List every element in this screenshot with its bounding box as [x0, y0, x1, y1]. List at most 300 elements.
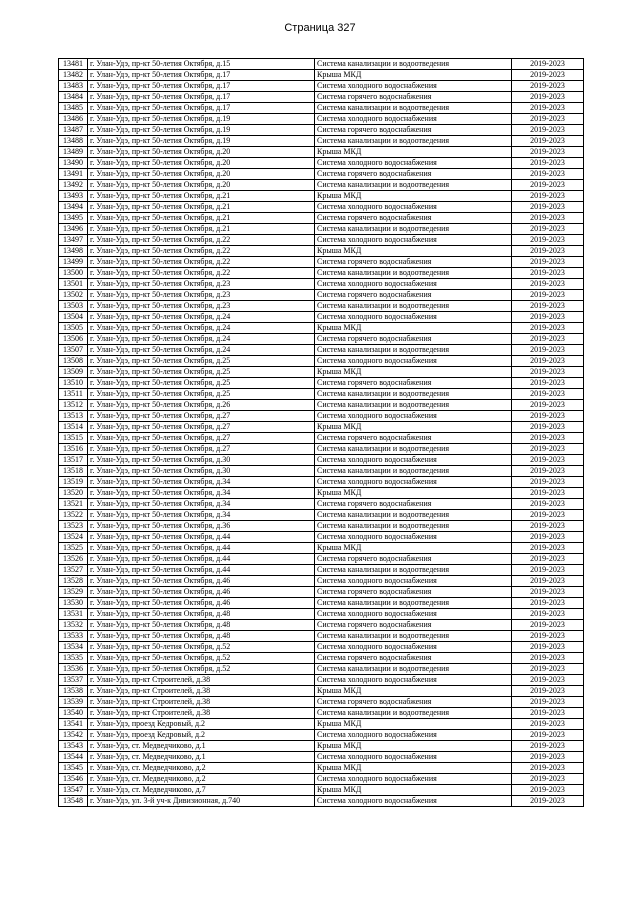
address-cell: г. Улан-Удэ, пр-кт 50-летия Октября, д.19	[88, 136, 315, 147]
table-row	[59, 59, 584, 70]
address-cell: г. Улан-Удэ, пр-кт Строителей, д.38	[88, 686, 315, 697]
period-cell: 2019-2023	[512, 686, 584, 697]
period-cell: 2019-2023	[512, 246, 584, 257]
address-cell: г. Улан-Удэ, пр-кт 50-летия Октября, д.46	[88, 576, 315, 587]
row-number: 13485	[59, 103, 88, 114]
period-cell: 2019-2023	[512, 191, 584, 202]
period-cell: 2019-2023	[512, 554, 584, 565]
system-cell: Система холодного водоснабжения	[315, 81, 512, 92]
address-cell: г. Улан-Удэ, пр-кт 50-летия Октября, д.25	[88, 389, 315, 400]
address-cell: г. Улан-Удэ, пр-кт 50-летия Октября, д.27	[88, 411, 315, 422]
table-row	[59, 125, 584, 136]
period-cell: 2019-2023	[512, 81, 584, 92]
period-cell: 2019-2023	[512, 301, 584, 312]
period-cell: 2019-2023	[512, 312, 584, 323]
address-cell: г. Улан-Удэ, пр-кт 50-летия Октября, д.27	[88, 444, 315, 455]
period-cell: 2019-2023	[512, 224, 584, 235]
table-row	[59, 378, 584, 389]
table-row	[59, 136, 584, 147]
period-cell: 2019-2023	[512, 114, 584, 125]
system-cell: Система канализации и водоотведения	[315, 268, 512, 279]
system-cell: Система горячего водоснабжения	[315, 125, 512, 136]
period-cell: 2019-2023	[512, 70, 584, 81]
table-row	[59, 653, 584, 664]
table-row	[59, 268, 584, 279]
period-cell: 2019-2023	[512, 202, 584, 213]
row-number: 13545	[59, 763, 88, 774]
table-row	[59, 290, 584, 301]
system-cell: Система канализации и водоотведения	[315, 345, 512, 356]
table-row	[59, 598, 584, 609]
system-cell: Крыша МКД	[315, 323, 512, 334]
system-cell: Система холодного водоснабжения	[315, 796, 512, 807]
system-cell: Система канализации и водоотведения	[315, 224, 512, 235]
period-cell: 2019-2023	[512, 576, 584, 587]
period-cell: 2019-2023	[512, 455, 584, 466]
period-cell: 2019-2023	[512, 587, 584, 598]
table-row	[59, 213, 584, 224]
row-number: 13548	[59, 796, 88, 807]
system-cell: Система холодного водоснабжения	[315, 774, 512, 785]
period-cell: 2019-2023	[512, 675, 584, 686]
row-number: 13495	[59, 213, 88, 224]
row-number: 13500	[59, 268, 88, 279]
address-cell: г. Улан-Удэ, пр-кт 50-летия Октября, д.48	[88, 620, 315, 631]
row-number: 13508	[59, 356, 88, 367]
row-number: 13504	[59, 312, 88, 323]
address-cell: г. Улан-Удэ, ст. Медведчиково, д.1	[88, 752, 315, 763]
row-number: 13532	[59, 620, 88, 631]
system-cell: Система холодного водоснабжения	[315, 609, 512, 620]
row-number: 13542	[59, 730, 88, 741]
table-row	[59, 664, 584, 675]
period-cell: 2019-2023	[512, 774, 584, 785]
period-cell: 2019-2023	[512, 411, 584, 422]
period-cell: 2019-2023	[512, 609, 584, 620]
address-cell: г. Улан-Удэ, пр-кт 50-летия Октября, д.48	[88, 631, 315, 642]
page-number-header: Страница 327	[284, 22, 356, 34]
row-number: 13492	[59, 180, 88, 191]
address-cell: г. Улан-Удэ, пр-кт 50-летия Октября, д.25	[88, 367, 315, 378]
row-number: 13514	[59, 422, 88, 433]
address-cell: г. Улан-Удэ, пр-кт 50-летия Октября, д.20	[88, 147, 315, 158]
row-number: 13506	[59, 334, 88, 345]
period-cell: 2019-2023	[512, 598, 584, 609]
table-row	[59, 642, 584, 653]
address-cell: г. Улан-Удэ, пр-кт 50-летия Октября, д.22	[88, 268, 315, 279]
system-cell: Система канализации и водоотведения	[315, 103, 512, 114]
table-row	[59, 81, 584, 92]
row-number: 13522	[59, 510, 88, 521]
table-row	[59, 576, 584, 587]
row-number: 13524	[59, 532, 88, 543]
period-cell: 2019-2023	[512, 719, 584, 730]
address-cell: г. Улан-Удэ, пр-кт 50-летия Октября, д.23	[88, 301, 315, 312]
table-row	[59, 796, 584, 807]
system-cell: Система холодного водоснабжения	[315, 730, 512, 741]
row-number: 13523	[59, 521, 88, 532]
period-cell: 2019-2023	[512, 268, 584, 279]
row-number: 13511	[59, 389, 88, 400]
table-row	[59, 719, 584, 730]
row-number: 13538	[59, 686, 88, 697]
address-cell: г. Улан-Удэ, пр-кт 50-летия Октября, д.26	[88, 400, 315, 411]
table-row	[59, 279, 584, 290]
row-number: 13499	[59, 257, 88, 268]
table-row	[59, 334, 584, 345]
row-number: 13515	[59, 433, 88, 444]
system-cell: Система канализации и водоотведения	[315, 136, 512, 147]
address-cell: г. Улан-Удэ, пр-кт Строителей, д.38	[88, 708, 315, 719]
system-cell: Система горячего водоснабжения	[315, 290, 512, 301]
address-cell: г. Улан-Удэ, пр-кт 50-летия Октября, д.25	[88, 378, 315, 389]
system-cell: Крыша МКД	[315, 70, 512, 81]
system-cell: Система горячего водоснабжения	[315, 169, 512, 180]
system-cell: Система холодного водоснабжения	[315, 477, 512, 488]
system-cell: Система холодного водоснабжения	[315, 675, 512, 686]
period-cell: 2019-2023	[512, 103, 584, 114]
address-cell: г. Улан-Удэ, пр-кт 50-летия Октября, д.24	[88, 323, 315, 334]
row-number: 13501	[59, 279, 88, 290]
table-row	[59, 686, 584, 697]
period-cell: 2019-2023	[512, 697, 584, 708]
address-cell: г. Улан-Удэ, проезд Кедровый, д.2	[88, 730, 315, 741]
system-cell: Система горячего водоснабжения	[315, 334, 512, 345]
address-cell: г. Улан-Удэ, пр-кт 50-летия Октября, д.17	[88, 103, 315, 114]
system-cell: Система канализации и водоотведения	[315, 598, 512, 609]
address-cell: г. Улан-Удэ, пр-кт 50-летия Октября, д.48	[88, 609, 315, 620]
system-cell: Система холодного водоснабжения	[315, 532, 512, 543]
system-cell: Система холодного водоснабжения	[315, 576, 512, 587]
repair-register-table	[58, 58, 584, 807]
address-cell: г. Улан-Удэ, пр-кт 50-летия Октября, д.27	[88, 422, 315, 433]
period-cell: 2019-2023	[512, 59, 584, 70]
row-number: 13534	[59, 642, 88, 653]
period-cell: 2019-2023	[512, 345, 584, 356]
system-cell: Система горячего водоснабжения	[315, 257, 512, 268]
row-number: 13536	[59, 664, 88, 675]
period-cell: 2019-2023	[512, 257, 584, 268]
period-cell: 2019-2023	[512, 213, 584, 224]
period-cell: 2019-2023	[512, 477, 584, 488]
table-row	[59, 477, 584, 488]
address-cell: г. Улан-Удэ, пр-кт 50-летия Октября, д.27	[88, 433, 315, 444]
address-cell: г. Улан-Удэ, пр-кт 50-летия Октября, д.30	[88, 455, 315, 466]
period-cell: 2019-2023	[512, 290, 584, 301]
system-cell: Система холодного водоснабжения	[315, 356, 512, 367]
period-cell: 2019-2023	[512, 136, 584, 147]
table-row	[59, 169, 584, 180]
address-cell: г. Улан-Удэ, ул. 3-й уч-к Дивизионная, д.740	[88, 796, 315, 807]
row-number: 13490	[59, 158, 88, 169]
row-number: 13527	[59, 565, 88, 576]
row-number: 13541	[59, 719, 88, 730]
system-cell: Крыша МКД	[315, 488, 512, 499]
row-number: 13521	[59, 499, 88, 510]
system-cell: Система холодного водоснабжения	[315, 202, 512, 213]
address-cell: г. Улан-Удэ, ст. Медведчиково, д.2	[88, 774, 315, 785]
system-cell: Система горячего водоснабжения	[315, 697, 512, 708]
system-cell: Система холодного водоснабжения	[315, 235, 512, 246]
table-row	[59, 356, 584, 367]
period-cell: 2019-2023	[512, 532, 584, 543]
table-row	[59, 92, 584, 103]
period-cell: 2019-2023	[512, 279, 584, 290]
row-number: 13503	[59, 301, 88, 312]
address-cell: г. Улан-Удэ, пр-кт 50-летия Октября, д.52	[88, 642, 315, 653]
system-cell: Система холодного водоснабжения	[315, 642, 512, 653]
row-number: 13493	[59, 191, 88, 202]
system-cell: Система канализации и водоотведения	[315, 389, 512, 400]
row-number: 13539	[59, 697, 88, 708]
address-cell: г. Улан-Удэ, пр-кт 50-летия Октября, д.23	[88, 290, 315, 301]
system-cell: Система горячего водоснабжения	[315, 92, 512, 103]
system-cell: Крыша МКД	[315, 147, 512, 158]
address-cell: г. Улан-Удэ, пр-кт 50-летия Октября, д.19	[88, 125, 315, 136]
table-row	[59, 246, 584, 257]
table-row	[59, 433, 584, 444]
system-cell: Система горячего водоснабжения	[315, 499, 512, 510]
table-row	[59, 532, 584, 543]
row-number: 13533	[59, 631, 88, 642]
address-cell: г. Улан-Удэ, пр-кт Строителей, д.38	[88, 697, 315, 708]
period-cell: 2019-2023	[512, 158, 584, 169]
period-cell: 2019-2023	[512, 708, 584, 719]
system-cell: Система канализации и водоотведения	[315, 301, 512, 312]
table-row	[59, 609, 584, 620]
address-cell: г. Улан-Удэ, пр-кт 50-летия Октября, д.20	[88, 169, 315, 180]
period-cell: 2019-2023	[512, 92, 584, 103]
system-cell: Система канализации и водоотведения	[315, 708, 512, 719]
table-row	[59, 257, 584, 268]
system-cell: Система канализации и водоотведения	[315, 510, 512, 521]
table-row	[59, 158, 584, 169]
system-cell: Система горячего водоснабжения	[315, 620, 512, 631]
row-number: 13496	[59, 224, 88, 235]
period-cell: 2019-2023	[512, 620, 584, 631]
period-cell: 2019-2023	[512, 763, 584, 774]
row-number: 13494	[59, 202, 88, 213]
row-number: 13486	[59, 114, 88, 125]
row-number: 13529	[59, 587, 88, 598]
period-cell: 2019-2023	[512, 796, 584, 807]
address-cell: г. Улан-Удэ, пр-кт 50-летия Октября, д.34	[88, 510, 315, 521]
system-cell: Система холодного водоснабжения	[315, 279, 512, 290]
row-number: 13484	[59, 92, 88, 103]
period-cell: 2019-2023	[512, 664, 584, 675]
system-cell: Крыша МКД	[315, 785, 512, 796]
address-cell: г. Улан-Удэ, пр-кт 50-летия Октября, д.24	[88, 334, 315, 345]
table-row	[59, 554, 584, 565]
system-cell: Крыша МКД	[315, 246, 512, 257]
address-cell: г. Улан-Удэ, пр-кт 50-летия Октября, д.22	[88, 257, 315, 268]
row-number: 13483	[59, 81, 88, 92]
address-cell: г. Улан-Удэ, пр-кт 50-летия Октября, д.23	[88, 279, 315, 290]
table-row	[59, 400, 584, 411]
system-cell: Система канализации и водоотведения	[315, 631, 512, 642]
address-cell: г. Улан-Удэ, ст. Медведчиково, д.2	[88, 763, 315, 774]
row-number: 13512	[59, 400, 88, 411]
row-number: 13525	[59, 543, 88, 554]
address-cell: г. Улан-Удэ, пр-кт 50-летия Октября, д.52	[88, 664, 315, 675]
system-cell: Система горячего водоснабжения	[315, 433, 512, 444]
table-row	[59, 389, 584, 400]
period-cell: 2019-2023	[512, 356, 584, 367]
period-cell: 2019-2023	[512, 389, 584, 400]
period-cell: 2019-2023	[512, 499, 584, 510]
table-row	[59, 675, 584, 686]
row-number: 13526	[59, 554, 88, 565]
system-cell: Система канализации и водоотведения	[315, 664, 512, 675]
row-number: 13489	[59, 147, 88, 158]
period-cell: 2019-2023	[512, 433, 584, 444]
row-number: 13502	[59, 290, 88, 301]
system-cell: Система канализации и водоотведения	[315, 466, 512, 477]
table-row	[59, 202, 584, 213]
row-number: 13488	[59, 136, 88, 147]
address-cell: г. Улан-Удэ, пр-кт 50-летия Октября, д.22	[88, 235, 315, 246]
system-cell: Система холодного водоснабжения	[315, 312, 512, 323]
period-cell: 2019-2023	[512, 466, 584, 477]
row-number: 13537	[59, 675, 88, 686]
address-cell: г. Улан-Удэ, пр-кт 50-летия Октября, д.21	[88, 213, 315, 224]
row-number: 13491	[59, 169, 88, 180]
address-cell: г. Улан-Удэ, пр-кт 50-летия Октября, д.20	[88, 158, 315, 169]
address-cell: г. Улан-Удэ, пр-кт 50-летия Октября, д.46	[88, 598, 315, 609]
system-cell: Крыша МКД	[315, 741, 512, 752]
row-number: 13547	[59, 785, 88, 796]
period-cell: 2019-2023	[512, 367, 584, 378]
table-row	[59, 730, 584, 741]
table-row	[59, 466, 584, 477]
table-row	[59, 543, 584, 554]
row-number: 13509	[59, 367, 88, 378]
address-cell: г. Улан-Удэ, ст. Медведчиково, д.7	[88, 785, 315, 796]
period-cell: 2019-2023	[512, 444, 584, 455]
system-cell: Система холодного водоснабжения	[315, 411, 512, 422]
address-cell: г. Улан-Удэ, пр-кт 50-летия Октября, д.44	[88, 565, 315, 576]
address-cell: г. Улан-Удэ, пр-кт 50-летия Октября, д.17	[88, 81, 315, 92]
table-row	[59, 180, 584, 191]
system-cell: Система канализации и водоотведения	[315, 521, 512, 532]
table-row	[59, 697, 584, 708]
table-row	[59, 147, 584, 158]
period-cell: 2019-2023	[512, 653, 584, 664]
row-number: 13518	[59, 466, 88, 477]
row-number: 13540	[59, 708, 88, 719]
system-cell: Система холодного водоснабжения	[315, 752, 512, 763]
table-row	[59, 620, 584, 631]
period-cell: 2019-2023	[512, 147, 584, 158]
table-row	[59, 301, 584, 312]
system-cell: Система канализации и водоотведения	[315, 565, 512, 576]
system-cell: Система холодного водоснабжения	[315, 158, 512, 169]
table-row	[59, 345, 584, 356]
period-cell: 2019-2023	[512, 422, 584, 433]
period-cell: 2019-2023	[512, 565, 584, 576]
system-cell: Система канализации и водоотведения	[315, 444, 512, 455]
system-cell: Система горячего водоснабжения	[315, 554, 512, 565]
row-number: 13519	[59, 477, 88, 488]
system-cell: Крыша МКД	[315, 422, 512, 433]
period-cell: 2019-2023	[512, 741, 584, 752]
address-cell: г. Улан-Удэ, пр-кт Строителей, д.38	[88, 675, 315, 686]
period-cell: 2019-2023	[512, 400, 584, 411]
address-cell: г. Улан-Удэ, пр-кт 50-летия Октября, д.46	[88, 587, 315, 598]
address-cell: г. Улан-Удэ, пр-кт 50-летия Октября, д.24	[88, 345, 315, 356]
table-row	[59, 763, 584, 774]
address-cell: г. Улан-Удэ, пр-кт 50-летия Октября, д.19	[88, 114, 315, 125]
table-row	[59, 752, 584, 763]
table-row	[59, 367, 584, 378]
row-number: 13543	[59, 741, 88, 752]
table-row	[59, 235, 584, 246]
period-cell: 2019-2023	[512, 488, 584, 499]
period-cell: 2019-2023	[512, 378, 584, 389]
row-number: 13516	[59, 444, 88, 455]
period-cell: 2019-2023	[512, 521, 584, 532]
period-cell: 2019-2023	[512, 235, 584, 246]
row-number: 13498	[59, 246, 88, 257]
address-cell: г. Улан-Удэ, пр-кт 50-летия Октября, д.34	[88, 477, 315, 488]
table-row	[59, 70, 584, 81]
row-number: 13530	[59, 598, 88, 609]
address-cell: г. Улан-Удэ, пр-кт 50-летия Октября, д.17	[88, 70, 315, 81]
row-number: 13507	[59, 345, 88, 356]
system-cell: Крыша МКД	[315, 763, 512, 774]
row-number: 13535	[59, 653, 88, 664]
system-cell: Система горячего водоснабжения	[315, 213, 512, 224]
system-cell: Крыша МКД	[315, 191, 512, 202]
row-number: 13497	[59, 235, 88, 246]
row-number: 13531	[59, 609, 88, 620]
system-cell: Крыша МКД	[315, 543, 512, 554]
address-cell: г. Улан-Удэ, пр-кт 50-летия Октября, д.36	[88, 521, 315, 532]
table-row	[59, 114, 584, 125]
period-cell: 2019-2023	[512, 642, 584, 653]
period-cell: 2019-2023	[512, 125, 584, 136]
address-cell: г. Улан-Удэ, пр-кт 50-летия Октября, д.44	[88, 532, 315, 543]
table-row	[59, 521, 584, 532]
period-cell: 2019-2023	[512, 785, 584, 796]
system-cell: Система горячего водоснабжения	[315, 653, 512, 664]
system-cell: Система холодного водоснабжения	[315, 455, 512, 466]
period-cell: 2019-2023	[512, 323, 584, 334]
table-row	[59, 191, 584, 202]
address-cell: г. Улан-Удэ, пр-кт 50-летия Октября, д.34	[88, 499, 315, 510]
row-number: 13517	[59, 455, 88, 466]
address-cell: г. Улан-Удэ, пр-кт 50-летия Октября, д.22	[88, 246, 315, 257]
address-cell: г. Улан-Удэ, пр-кт 50-летия Октября, д.44	[88, 554, 315, 565]
address-cell: г. Улан-Удэ, пр-кт 50-летия Октября, д.20	[88, 180, 315, 191]
row-number: 13481	[59, 59, 88, 70]
system-cell: Система канализации и водоотведения	[315, 180, 512, 191]
address-cell: г. Улан-Удэ, пр-кт 50-летия Октября, д.34	[88, 488, 315, 499]
table-row	[59, 587, 584, 598]
system-cell: Система горячего водоснабжения	[315, 378, 512, 389]
table-row	[59, 312, 584, 323]
address-cell: г. Улан-Удэ, пр-кт 50-летия Октября, д.30	[88, 466, 315, 477]
period-cell: 2019-2023	[512, 631, 584, 642]
table-row	[59, 455, 584, 466]
system-cell: Крыша МКД	[315, 719, 512, 730]
address-cell: г. Улан-Удэ, пр-кт 50-летия Октября, д.52	[88, 653, 315, 664]
system-cell: Система горячего водоснабжения	[315, 587, 512, 598]
row-number: 13482	[59, 70, 88, 81]
address-cell: г. Улан-Удэ, пр-кт 50-летия Октября, д.15	[88, 59, 315, 70]
row-number: 13513	[59, 411, 88, 422]
table-row	[59, 422, 584, 433]
